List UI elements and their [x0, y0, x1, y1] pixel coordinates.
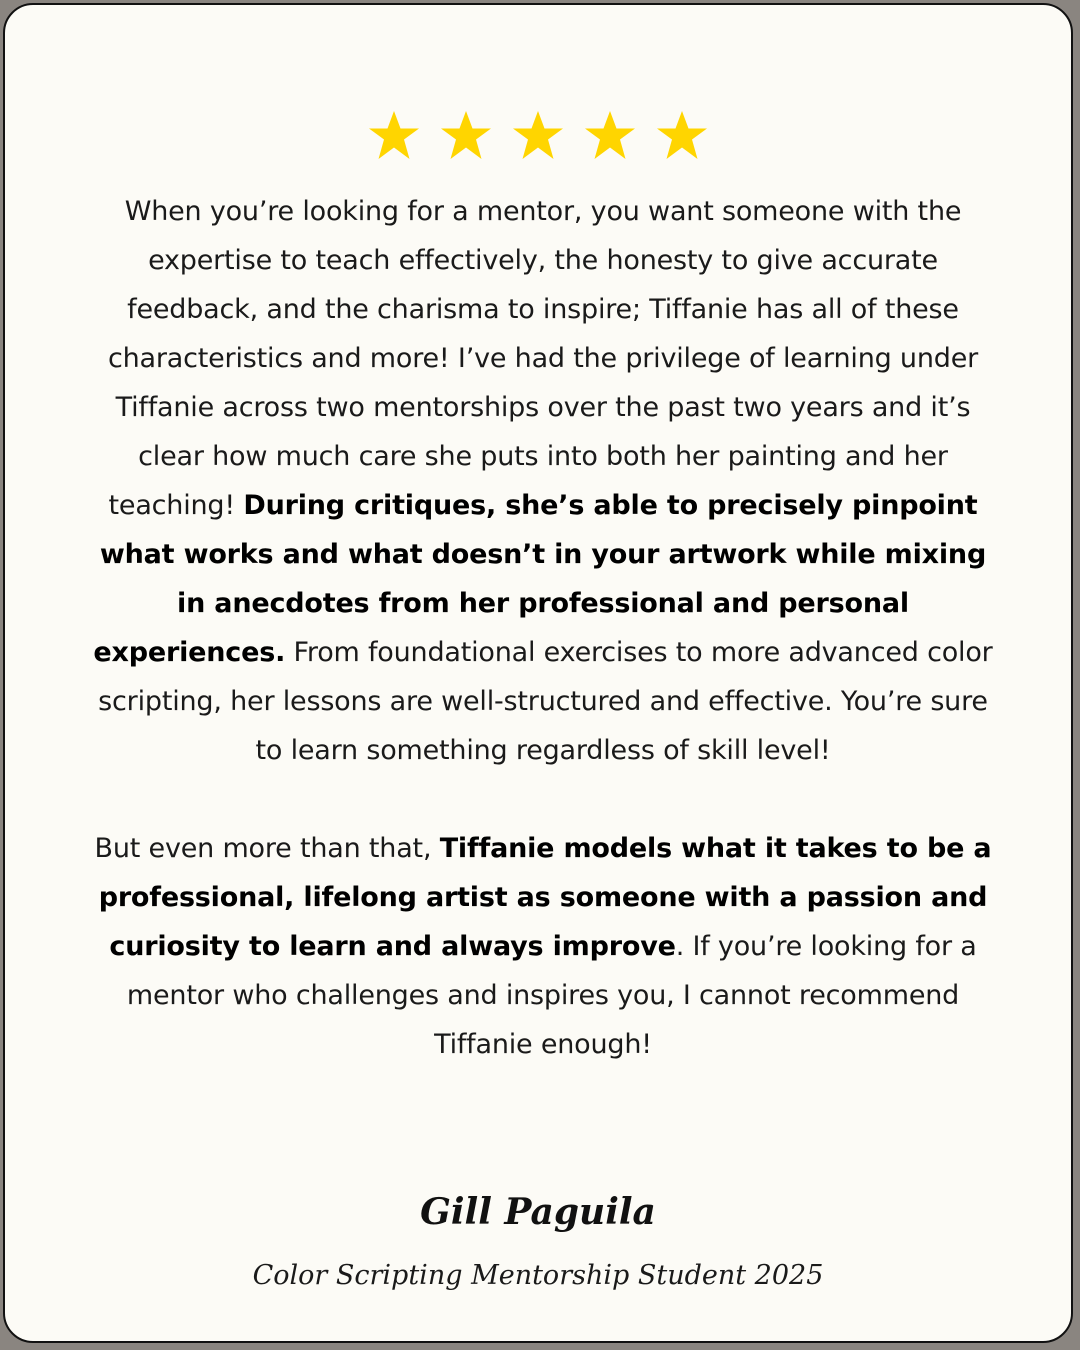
- review-paragraph-2: [85, 824, 1001, 1069]
- star-icon: [510, 109, 566, 163]
- star-rating: [5, 109, 1071, 163]
- star-icon: [582, 109, 638, 163]
- testimonial-card: [3, 3, 1073, 1343]
- review-text: But even more than that,: [94, 833, 440, 864]
- star-icon: [654, 109, 710, 163]
- review-highlight: During critiques, she’s able to precisely pinpoint what works and what doesn’t in your artwork while mixing in anecdotes from her professional and personal experiences.: [93, 490, 987, 668]
- review-text: When you’re looking for a mentor, you want someone with the expertise to teach effectively, the honesty to give accurate feedback, and the charisma to inspire; Tiffanie has all of these characteristics and more! I’ve had the privilege of learning under Tiffanie across two mentorships over the past two years and it’s clear how much care she puts into both her painting and her teaching!: [107, 196, 979, 521]
- review-paragraph-1: [85, 187, 1001, 775]
- author-role: Color Scripting Mentorship Student 2025: [252, 1260, 824, 1291]
- star-icon: [366, 109, 422, 163]
- review-text: . If you’re looking for a mentor who challenges and inspires you, I cannot recommend Tiffanie enough!: [126, 931, 977, 1060]
- author-name: Gill Paguila: [420, 1191, 656, 1233]
- review-text: From foundational exercises to more advanced color scripting, her lessons are well-structured and effective. You’re sure to learn something regardless of skill level!: [98, 637, 993, 766]
- star-icon: [438, 109, 494, 163]
- review-highlight: Tiffanie models what it takes to be a professional, lifelong artist as someone with a passion and curiosity to learn and always improve: [98, 833, 992, 962]
- review-body: [85, 187, 1001, 1069]
